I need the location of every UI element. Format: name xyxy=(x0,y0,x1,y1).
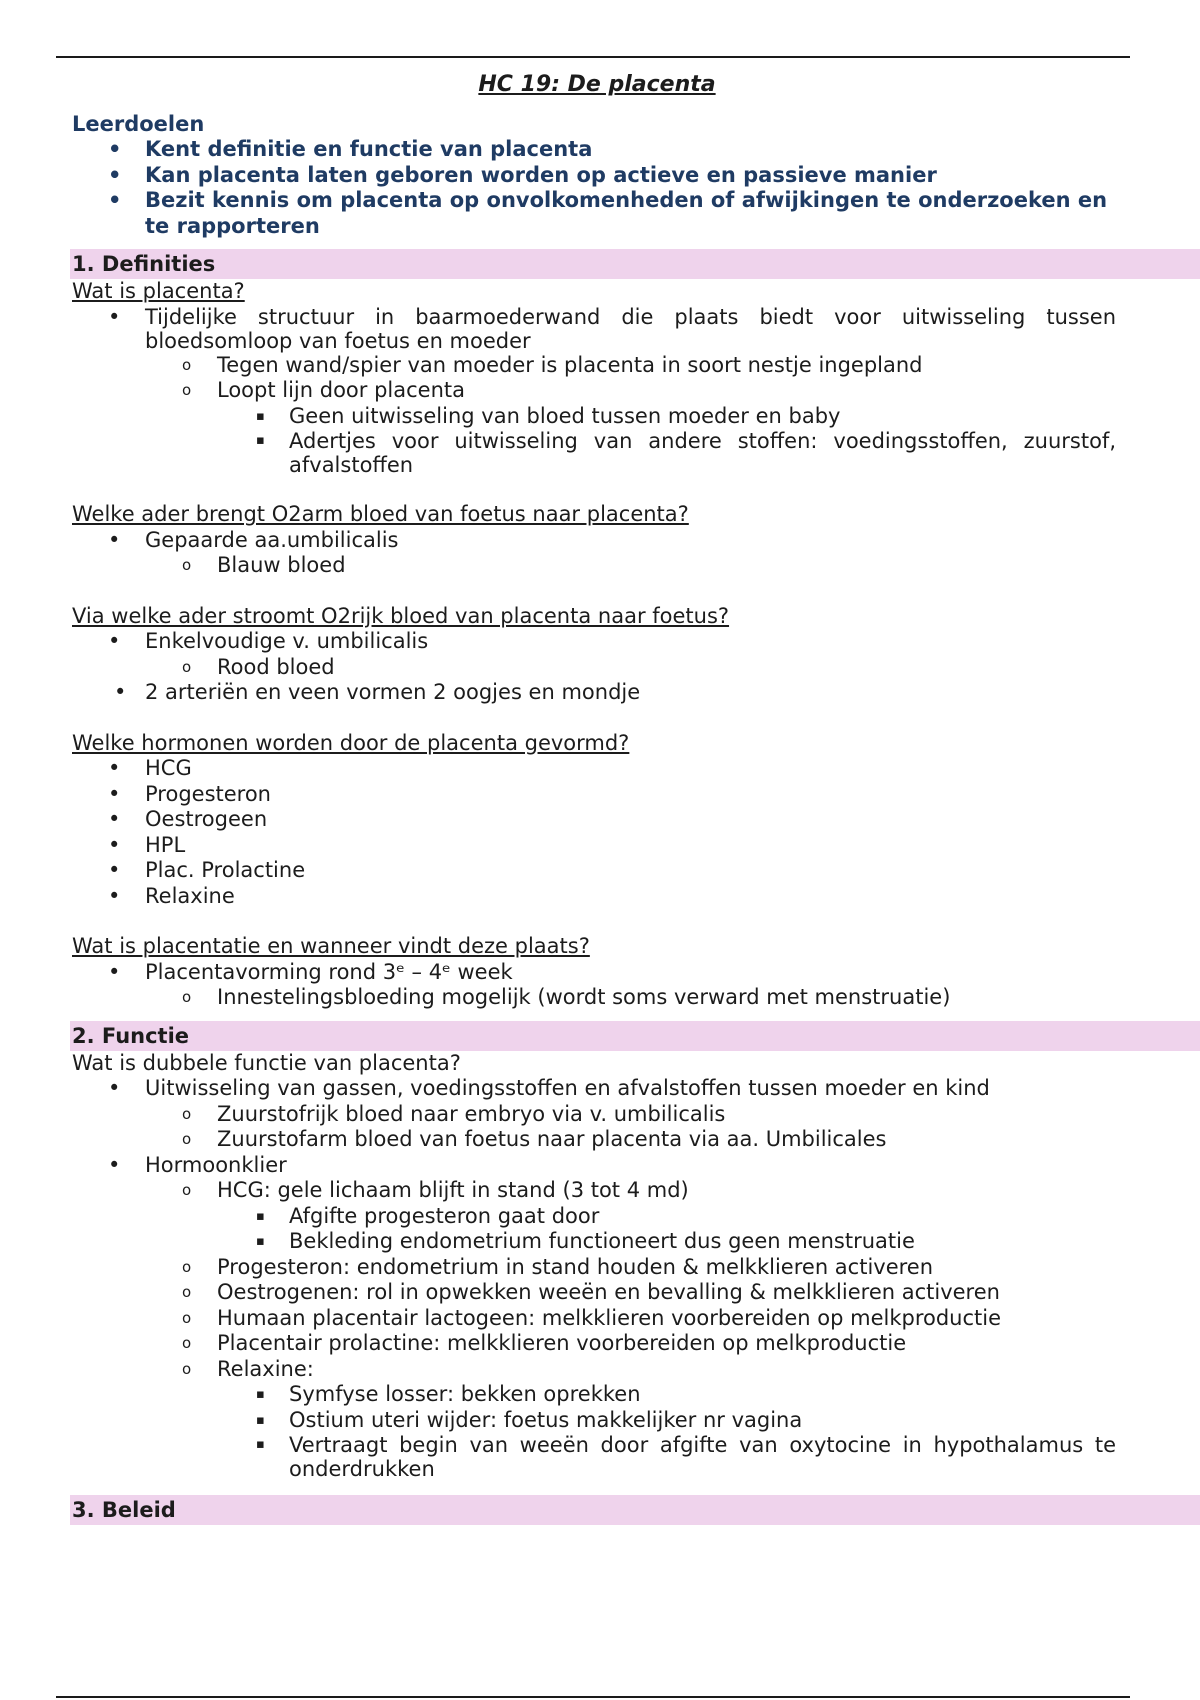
bottom-rule xyxy=(56,1696,1130,1698)
question-heading: Via welke ader stroomt O2rijk bloed van placenta naar foetus? xyxy=(72,603,730,628)
square-bullet-icon: ▪ xyxy=(256,1412,265,1428)
bullet-icon: • xyxy=(108,883,121,908)
circle-bullet-icon: o xyxy=(182,988,192,1006)
list-item: • Relaxine xyxy=(108,883,235,908)
list-item: • Gepaarde aa.umbilicalis xyxy=(108,527,399,552)
circle-bullet-icon: o xyxy=(182,1308,192,1327)
circle-bullet-icon: o xyxy=(182,556,192,574)
bullet-icon: • xyxy=(108,756,121,780)
bullet-icon: • xyxy=(108,527,121,552)
circle-bullet-icon: o xyxy=(182,1104,192,1123)
document-body xyxy=(72,64,1122,1525)
learning-goal-item: • Bezit kennis om placenta op onvolkomenheden of afwijkingen te onderzoeken en te rapporteren xyxy=(108,188,1108,238)
circle-bullet-icon: o xyxy=(182,381,192,399)
list-item: • HCG xyxy=(108,756,192,780)
square-bullet-icon: ▪ xyxy=(256,1387,265,1402)
list-item: • Progesteron xyxy=(108,781,271,806)
list-item: o Placentair prolactine: melkklieren voorbereiden op melkproductie xyxy=(182,1331,907,1355)
learning-goals-heading: Leerdoelen xyxy=(72,111,205,136)
list-item: o Relaxine: xyxy=(182,1356,314,1381)
section-heading-beleid: 3. Beleid xyxy=(70,1495,1200,1525)
list-item: • 2 arteriën en veen vormen 2 oogjes en mondje xyxy=(114,680,641,704)
list-item: o Blauw bloed xyxy=(182,553,346,577)
question-heading: Wat is placentatie en wanneer vindt deze plaats? xyxy=(72,934,590,958)
bullet-icon: • xyxy=(108,137,122,161)
list-item: ▪ Symfyse losser: bekken oprekken xyxy=(256,1382,641,1406)
list-item: ▪ Geen uitwisseling van bloed tussen moeder en baby xyxy=(256,403,841,428)
circle-bullet-icon: o xyxy=(182,1283,192,1301)
square-bullet-icon: ▪ xyxy=(256,433,265,448)
bullet-icon: • xyxy=(108,1076,121,1100)
circle-bullet-icon: o xyxy=(182,1181,192,1199)
circle-bullet-icon: o xyxy=(182,355,192,374)
list-item: ▪ Bekleding endometrium functioneert dus geen menstruatie xyxy=(256,1229,915,1253)
bullet-icon: • xyxy=(108,188,122,212)
list-item: • Tijdelijke structuur in baarmoederwand die plaats biedt voor uitwisseling tussen bloedsomloop van foetus en moeder xyxy=(108,304,1116,353)
bullet-icon: • xyxy=(108,832,121,857)
page-title: HC 19: De placenta xyxy=(478,72,716,97)
square-bullet-icon: ▪ xyxy=(256,1208,265,1224)
list-item: • Enkelvoudige v. umbilicalis xyxy=(108,629,429,653)
circle-bullet-icon: o xyxy=(182,1257,192,1276)
list-item: • Uitwisseling van gassen, voedingsstoffen en afvalstoffen tussen moeder en kind xyxy=(108,1076,990,1100)
list-item: o Loopt lijn door placenta xyxy=(182,378,466,402)
square-bullet-icon: ▪ xyxy=(256,408,265,424)
learning-goal-item: • Kent definitie en functie van placenta xyxy=(108,137,593,161)
bullet-icon: • xyxy=(108,1152,121,1177)
list-item: o Oestrogenen: rol in opwekken weeën en bevalling & melkklieren activeren xyxy=(182,1280,1000,1304)
circle-bullet-icon: o xyxy=(182,1334,192,1352)
list-item: o HCG: gele lichaam blijft in stand (3 tot 4 md) xyxy=(182,1178,689,1202)
circle-bullet-icon: o xyxy=(182,1130,192,1148)
list-item: o Tegen wand/spier van moeder is placenta in soort nestje ingepland xyxy=(182,352,923,377)
bullet-icon: • xyxy=(108,162,122,187)
list-item: • Plac. Prolactine xyxy=(108,858,306,882)
list-item: • Oestrogeen xyxy=(108,807,268,831)
list-item: o Rood bloed xyxy=(182,654,335,679)
top-rule xyxy=(56,56,1130,58)
question-heading: Welke hormonen worden door de placenta gevormd? xyxy=(72,730,630,755)
question-heading: Wat is dubbele functie van placenta? xyxy=(72,1050,461,1075)
section-heading-definities: 1. Definities xyxy=(70,249,1200,279)
square-bullet-icon: ▪ xyxy=(256,1437,265,1452)
list-item: • Placentavorming rond 3ᵉ – 4ᵉ week xyxy=(108,959,513,984)
list-item: o Zuurstofrijk bloed naar embryo via v. umbilicalis xyxy=(182,1101,726,1126)
circle-bullet-icon: o xyxy=(182,657,192,676)
list-item: ▪ Ostium uteri wijder: foetus makkelijker nr vagina xyxy=(256,1407,803,1432)
list-item: o Progesteron: endometrium in stand houden & melkklieren activeren xyxy=(182,1254,934,1279)
question-heading: Welke ader brengt O2arm bloed van foetus naar placenta? xyxy=(72,502,689,526)
list-item: ▪ Afgifte progesteron gaat door xyxy=(256,1203,600,1228)
list-item: ▪ Vertraagt begin van weeën door afgifte van oxytocine in hypothalamus te onderdrukken xyxy=(256,1433,1116,1481)
list-item: ▪ Adertjes voor uitwisseling van andere stoffen: voedingsstoffen, zuurstof, afvalstoffen xyxy=(256,429,1116,477)
bullet-icon: • xyxy=(114,680,127,704)
list-item: • HPL xyxy=(108,832,186,857)
list-item: o Humaan placentair lactogeen: melkklieren voorbereiden op melkproductie xyxy=(182,1305,1002,1330)
circle-bullet-icon: o xyxy=(182,1359,192,1378)
bullet-icon: • xyxy=(108,304,121,329)
square-bullet-icon: ▪ xyxy=(256,1234,265,1249)
section-heading-functie: 2. Functie xyxy=(70,1021,1200,1051)
list-item: o Innestelingsbloeding mogelijk (wordt soms verward met menstruatie) xyxy=(182,985,951,1009)
list-item: • Hormoonklier xyxy=(108,1152,287,1177)
bullet-icon: • xyxy=(108,781,121,806)
learning-goal-item: • Kan placenta laten geboren worden op actieve en passieve manier xyxy=(108,162,937,187)
bullet-icon: • xyxy=(108,959,121,984)
bullet-icon: • xyxy=(108,807,121,831)
list-item: o Zuurstofarm bloed van foetus naar placenta via aa. Umbilicales xyxy=(182,1127,887,1151)
question-heading: Wat is placenta? xyxy=(72,279,245,303)
bullet-icon: • xyxy=(108,629,121,653)
bullet-icon: • xyxy=(108,858,121,882)
